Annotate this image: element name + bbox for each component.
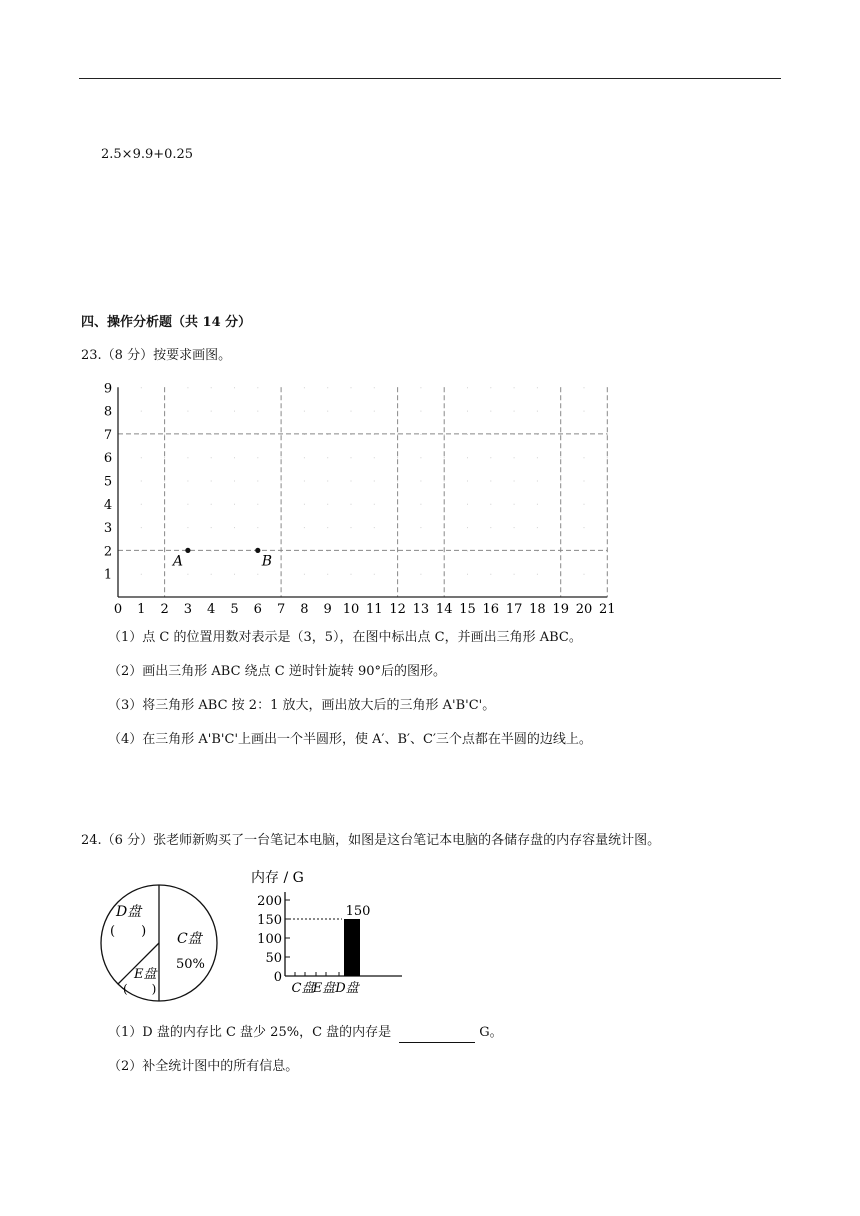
- y-tick-label: 3: [103, 521, 113, 537]
- x-tick-label: 21: [599, 602, 616, 617]
- point-b: [255, 548, 260, 553]
- pie-label-c: C盘: [177, 931, 202, 947]
- x-tick-label: 2: [160, 602, 169, 617]
- x-tick-label: 15: [459, 602, 476, 617]
- pie-value-d: ( ): [110, 924, 147, 939]
- q23-item-2: （2）画出三角形 ABC 绕点 C 逆时针旋转 90°后的图形。: [108, 664, 447, 679]
- y-tick-label: 4: [103, 497, 113, 513]
- point-label-b: B: [261, 553, 273, 570]
- x-tick-label: 8: [300, 602, 309, 617]
- y-tick-value: 200: [257, 894, 282, 909]
- q23-stem: 23.（8 分）按要求画图。: [81, 348, 232, 363]
- bar-category-label: C盘: [291, 981, 315, 996]
- grid-lines: [118, 387, 607, 597]
- y-tick-value: 100: [257, 932, 282, 947]
- x-tick-label: 3: [183, 602, 193, 617]
- q24-item-2: （2）补全统计图中的所有信息。: [108, 1059, 299, 1074]
- y-tick-label: 6: [103, 451, 113, 467]
- x-tick-label: 10: [342, 602, 360, 617]
- coordinate-grid: [100, 376, 630, 620]
- expression: 2.5×9.9+0.25: [101, 147, 194, 162]
- pie-label-e: E盘: [134, 967, 157, 982]
- bar-chart: [240, 862, 420, 1002]
- y-tick-value: 50: [265, 951, 282, 966]
- x-tick-label: 4: [207, 602, 216, 617]
- x-tick-label: 16: [482, 602, 500, 617]
- bar-chart-ylabel: 内存 / G: [251, 870, 304, 886]
- x-tick-label: 11: [366, 602, 383, 617]
- bar-chart-bars: [285, 904, 370, 976]
- x-tick-label: 6: [253, 602, 262, 617]
- x-tick-label: 18: [529, 602, 546, 617]
- q24-item-1: （1）D 盘的内存比 C 盘少 25%，C 盘的内存是 G。: [108, 1024, 503, 1043]
- x-tick-label: 9: [323, 602, 332, 617]
- pie-value-c: 50%: [176, 957, 205, 972]
- bar-chart-categories: [292, 981, 361, 996]
- y-tick-label: 9: [103, 381, 113, 397]
- bar-chart-axes: [285, 892, 402, 976]
- pie-chart: [96, 880, 222, 1006]
- header-rule: [79, 78, 781, 79]
- y-tick-label: 1: [103, 567, 113, 583]
- q23-item-3: （3）将三角形 ABC 按 2：1 放大，画出放大后的三角形 A'B'C'。: [108, 698, 496, 713]
- section-heading: 四、操作分析题（共 14 分）: [81, 315, 252, 330]
- bar-category-label: D盘: [335, 981, 359, 996]
- q23-item-4: （4）在三角形 A'B'C'上画出一个半圆形，使 A′、B′、C′三个点都在半圆的边线上。: [108, 732, 592, 747]
- x-tick-label: 19: [552, 602, 569, 617]
- y-tick-label: 2: [103, 544, 113, 560]
- x-tick-label: 0: [113, 602, 123, 617]
- x-tick-label: 5: [230, 602, 239, 617]
- bar-D盘: [344, 919, 360, 976]
- grid-points: [171, 548, 272, 570]
- x-tick-label: 17: [505, 602, 523, 617]
- y-tick-label: 5: [103, 474, 113, 490]
- x-tick-label: 1: [137, 602, 146, 617]
- y-tick-label: 8: [103, 404, 113, 420]
- x-tick-label: 20: [575, 602, 593, 617]
- q23-item-1: （1）点 C 的位置用数对表示是（3，5），在图中标出点 C，并画出三角形 ABC。: [108, 630, 582, 645]
- y-tick-value: 150: [257, 913, 282, 928]
- x-tick-label: 12: [389, 602, 406, 617]
- answer-blank[interactable]: [399, 1024, 475, 1043]
- pie-label-d: D盘: [116, 904, 142, 920]
- x-tick-label: 14: [435, 602, 453, 617]
- y-tick-label: 7: [103, 427, 113, 443]
- pie-value-e: ( ): [123, 982, 157, 996]
- x-tick-label: 7: [276, 602, 286, 617]
- bar-category-label: E盘: [312, 981, 336, 996]
- q24-stem: 24.（6 分）张老师新购买了一台笔记本电脑，如图是这台笔记本电脑的各储存盘的内存容量统计图。: [81, 833, 661, 848]
- grid-labels: [104, 381, 616, 617]
- point-a: [185, 548, 190, 553]
- y-tick-value: 0: [273, 970, 282, 985]
- point-label-a: A: [172, 553, 184, 570]
- x-tick-label: 13: [412, 602, 430, 617]
- bar-data-label: 150: [345, 904, 371, 919]
